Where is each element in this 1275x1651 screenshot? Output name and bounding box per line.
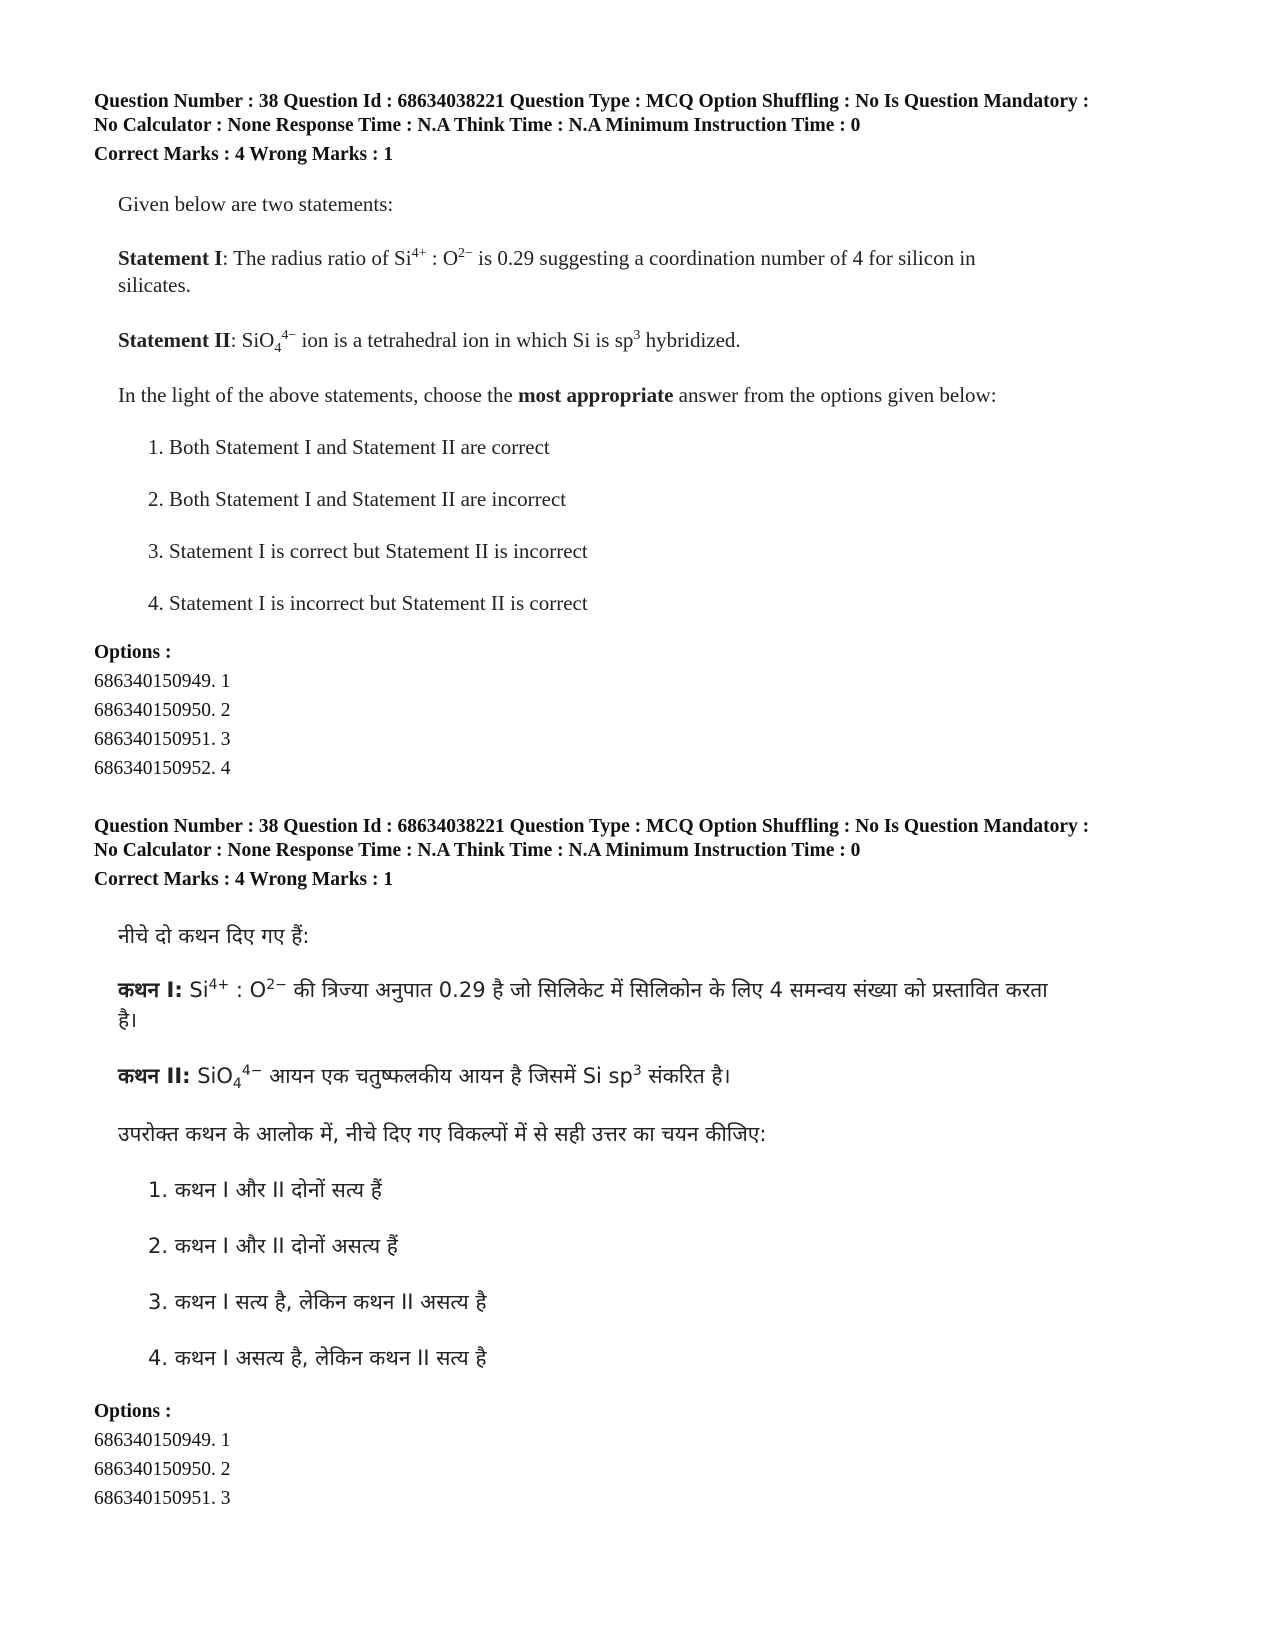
question-meta-2: [94, 815, 1214, 892]
options-list-2: [94, 1397, 231, 1513]
statement-2: Statement II: SiO$_4^{4-}$ ion is a tetrahedral ion in which Si is $sp^3$ hybridized.: [118, 328, 741, 357]
instruction-text: In the light of the above statements, choose the most appropriate answer from the options given below:: [118, 383, 997, 407]
statement-1: कथन I: $Si^{4+}$ : $O^{2-}$ की त्रिज्या अनुपात 0.29 है जो सिलिकेट में सिलिकोन के लिए 4 समन्वय संख्या को प्रस्तावित करता: [118, 977, 1048, 1002]
marks-line: Correct Marks : 4 Wrong Marks : 1: [94, 869, 394, 890]
option-item: 686340150950. 2: [94, 700, 231, 721]
option-item: 686340150949. 1: [94, 671, 231, 692]
question-meta-1: [94, 90, 1214, 167]
meta-line-2: No Calculator : None Response Time : N.A Think Time : N.A Minimum Instruction Time : 0: [94, 115, 861, 136]
statement-2-label: कथन II:: [118, 1064, 191, 1088]
options-header: Options :: [94, 1401, 172, 1422]
option-item: 686340150949. 1: [94, 1430, 231, 1451]
choice-3: 3. कथन I सत्य है, लेकिन कथन II असत्य है: [148, 1290, 487, 1314]
statement-1-label: कथन I:: [118, 978, 183, 1002]
intro-text: Given below are two statements:: [118, 192, 394, 216]
statement-1-continued: silicates.: [118, 273, 191, 297]
meta-line-1: Question Number : 38 Question Id : 68634038221 Question Type : MCQ Option Shuffling : No Is Question Mandatory :: [94, 91, 1090, 112]
instruction-text: उपरोक्त कथन के आलोक में, नीचे दिए गए विकल्पों में से सही उत्तर का चयन कीजिए:: [118, 1122, 767, 1146]
meta-line-1: Question Number : 38 Question Id : 68634038221 Question Type : MCQ Option Shuffling : No Is Question Mandatory :: [94, 816, 1090, 837]
choice-4: 4. कथन I असत्य है, लेकिन कथन II सत्य है: [148, 1346, 487, 1370]
choice-3: 3. Statement I is correct but Statement II is incorrect: [148, 539, 588, 563]
statement-2: कथन II: SiO$_4^{4-}$ आयन एक चतुष्फलकीय आयन है जिसमें Si $sp^3$ संकरित है।: [118, 1063, 731, 1093]
statement-1: Statement I: The radius ratio of $Si^{4+}$ : $O^{2-}$ is 0.29 suggesting a coordination number of 4 for silicon in: [118, 246, 976, 270]
choice-1: 1. कथन I और II दोनों सत्य हैं: [148, 1178, 382, 1202]
option-item: 686340150952. 4: [94, 758, 231, 779]
statement-2-label: Statement II: [118, 328, 231, 352]
choice-1: 1. Both Statement I and Statement II are correct: [148, 435, 550, 459]
option-item: 686340150951. 3: [94, 1488, 231, 1509]
options-header: Options :: [94, 642, 172, 663]
options-list-1: [94, 638, 231, 783]
option-item: 686340150950. 2: [94, 1459, 231, 1480]
choice-4: 4. Statement I is incorrect but Statement II is correct: [148, 591, 588, 615]
meta-line-2: No Calculator : None Response Time : N.A Think Time : N.A Minimum Instruction Time : 0: [94, 840, 861, 861]
choice-2: 2. कथन I और II दोनों असत्य हैं: [148, 1234, 398, 1258]
option-item: 686340150951. 3: [94, 729, 231, 750]
choice-2: 2. Both Statement I and Statement II are incorrect: [148, 487, 567, 511]
intro-text: नीचे दो कथन दिए गए हैं:: [118, 924, 310, 948]
marks-line: Correct Marks : 4 Wrong Marks : 1: [94, 144, 394, 165]
statement-1-label: Statement I: [118, 246, 223, 270]
statement-1-continued: है।: [118, 1008, 138, 1032]
